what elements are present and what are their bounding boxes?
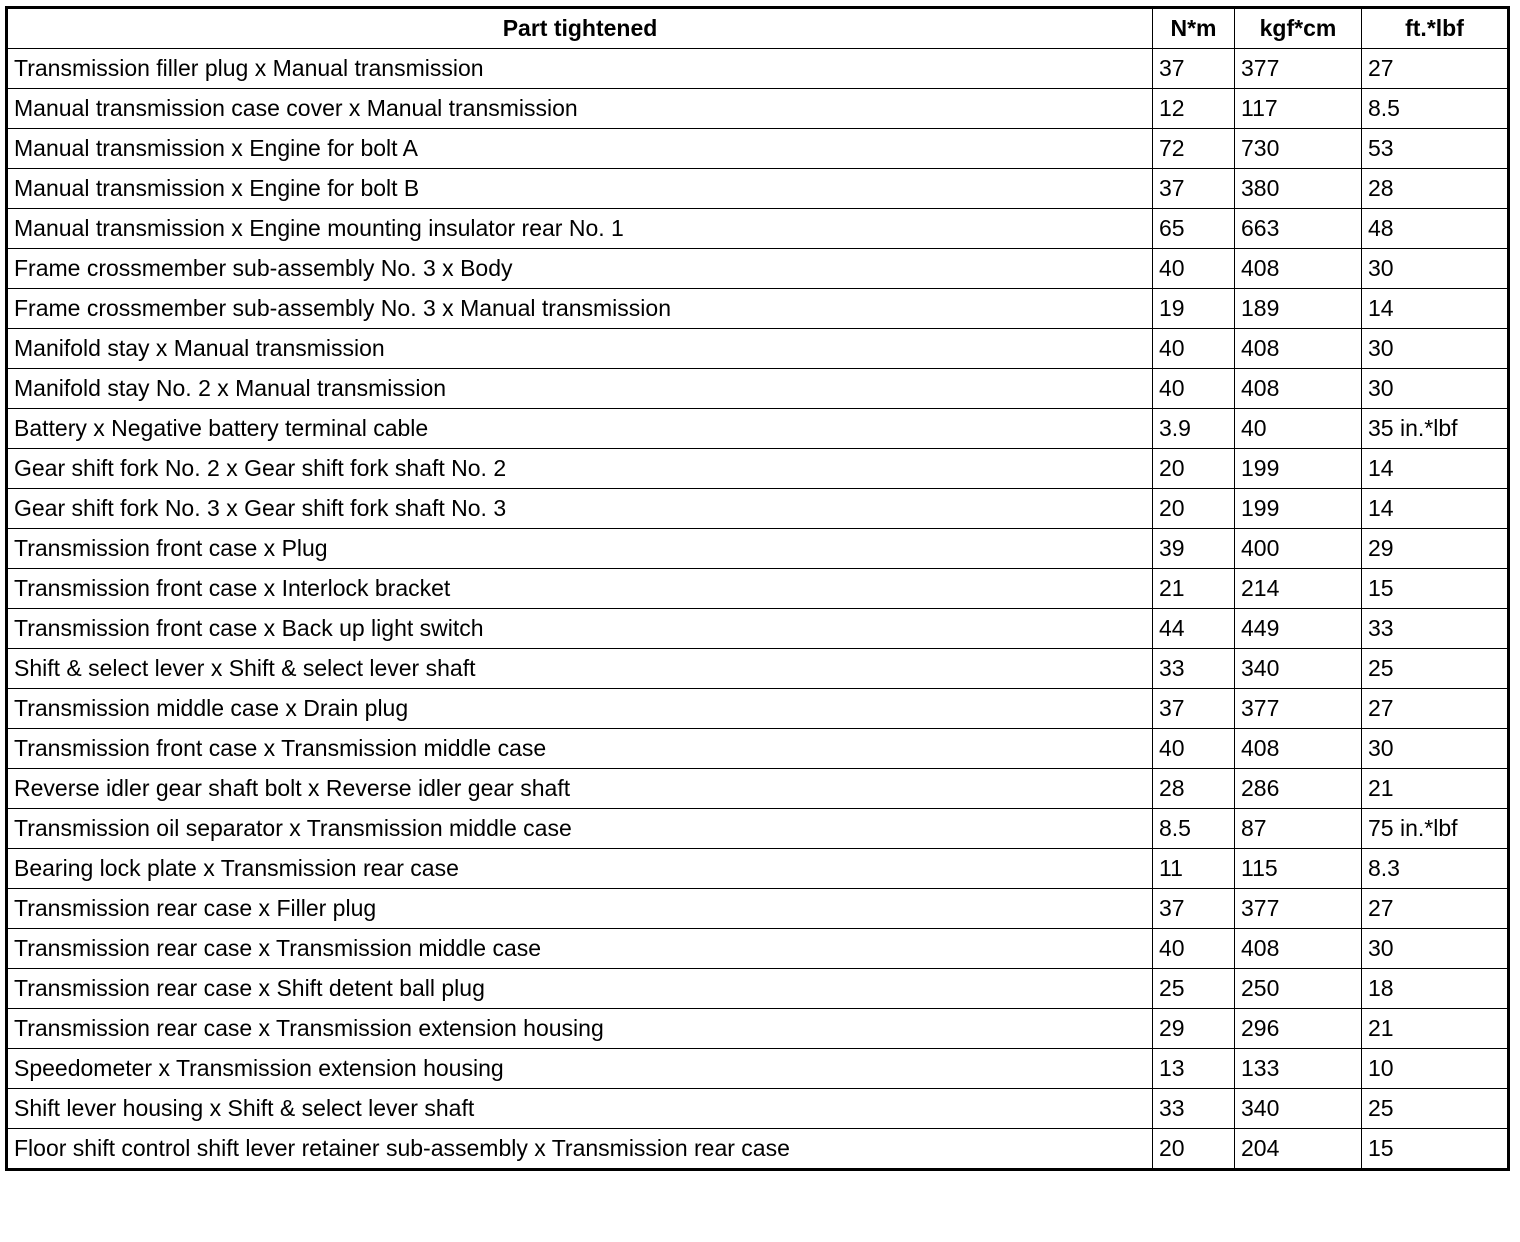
table-row <box>7 1089 1509 1129</box>
nm-cell: 37 <box>1153 49 1235 89</box>
table-row <box>7 969 1509 1009</box>
table-row <box>7 289 1509 329</box>
kgf-cm-cell: 408 <box>1235 929 1362 969</box>
ft-lbf-cell: 28 <box>1362 169 1509 209</box>
part-cell: Transmission oil separator x Transmission middle case <box>7 809 1153 849</box>
table-row <box>7 529 1509 569</box>
kgf-cm-cell: 115 <box>1235 849 1362 889</box>
kgf-cm-cell: 214 <box>1235 569 1362 609</box>
nm-cell: 65 <box>1153 209 1235 249</box>
ft-lbf-cell: 14 <box>1362 449 1509 489</box>
nm-cell: 37 <box>1153 889 1235 929</box>
part-cell: Transmission rear case x Filler plug <box>7 889 1153 929</box>
nm-cell: 20 <box>1153 449 1235 489</box>
kgf-cm-cell: 87 <box>1235 809 1362 849</box>
ft-lbf-cell: 29 <box>1362 529 1509 569</box>
kgf-cm-cell: 408 <box>1235 329 1362 369</box>
ft-lbf-cell: 14 <box>1362 489 1509 529</box>
nm-cell: 39 <box>1153 529 1235 569</box>
ft-lbf-cell: 21 <box>1362 1009 1509 1049</box>
kgf-cm-cell: 449 <box>1235 609 1362 649</box>
kgf-cm-cell: 189 <box>1235 289 1362 329</box>
kgf-cm-cell: 286 <box>1235 769 1362 809</box>
nm-cell: 40 <box>1153 249 1235 289</box>
ft-lbf-cell: 35 in.*lbf <box>1362 409 1509 449</box>
table-row <box>7 489 1509 529</box>
ft-lbf-cell: 27 <box>1362 889 1509 929</box>
part-cell: Transmission rear case x Transmission middle case <box>7 929 1153 969</box>
kgf-cm-cell: 377 <box>1235 49 1362 89</box>
ft-lbf-cell: 15 <box>1362 569 1509 609</box>
part-cell: Transmission front case x Back up light switch <box>7 609 1153 649</box>
nm-cell: 20 <box>1153 489 1235 529</box>
table-row <box>7 129 1509 169</box>
nm-cell: 40 <box>1153 929 1235 969</box>
nm-cell: 37 <box>1153 169 1235 209</box>
nm-cell: 72 <box>1153 129 1235 169</box>
nm-cell: 21 <box>1153 569 1235 609</box>
part-cell: Bearing lock plate x Transmission rear case <box>7 849 1153 889</box>
ft-lbf-cell: 21 <box>1362 769 1509 809</box>
kgf-cm-cell: 117 <box>1235 89 1362 129</box>
part-cell: Manual transmission case cover x Manual transmission <box>7 89 1153 129</box>
header-part-tightened: Part tightened <box>7 8 1153 49</box>
table-row <box>7 49 1509 89</box>
part-cell: Manual transmission x Engine mounting insulator rear No. 1 <box>7 209 1153 249</box>
table-row <box>7 809 1509 849</box>
kgf-cm-cell: 377 <box>1235 889 1362 929</box>
table-row <box>7 249 1509 289</box>
nm-cell: 20 <box>1153 1129 1235 1170</box>
table-header <box>7 8 1509 49</box>
table-body <box>7 49 1509 1170</box>
kgf-cm-cell: 730 <box>1235 129 1362 169</box>
kgf-cm-cell: 380 <box>1235 169 1362 209</box>
nm-cell: 40 <box>1153 729 1235 769</box>
nm-cell: 40 <box>1153 329 1235 369</box>
part-cell: Frame crossmember sub-assembly No. 3 x Manual transmission <box>7 289 1153 329</box>
ft-lbf-cell: 30 <box>1362 249 1509 289</box>
nm-cell: 3.9 <box>1153 409 1235 449</box>
table-row <box>7 689 1509 729</box>
ft-lbf-cell: 33 <box>1362 609 1509 649</box>
part-cell: Frame crossmember sub-assembly No. 3 x Body <box>7 249 1153 289</box>
part-cell: Transmission front case x Plug <box>7 529 1153 569</box>
ft-lbf-cell: 30 <box>1362 369 1509 409</box>
table-row <box>7 329 1509 369</box>
table-row <box>7 1049 1509 1089</box>
header-kgf-cm: kgf*cm <box>1235 8 1362 49</box>
nm-cell: 11 <box>1153 849 1235 889</box>
ft-lbf-cell: 30 <box>1362 929 1509 969</box>
ft-lbf-cell: 75 in.*lbf <box>1362 809 1509 849</box>
table-row <box>7 729 1509 769</box>
table-row <box>7 1009 1509 1049</box>
table-row <box>7 209 1509 249</box>
header-ft-lbf: ft.*lbf <box>1362 8 1509 49</box>
nm-cell: 37 <box>1153 689 1235 729</box>
part-cell: Transmission middle case x Drain plug <box>7 689 1153 729</box>
part-cell: Gear shift fork No. 3 x Gear shift fork shaft No. 3 <box>7 489 1153 529</box>
kgf-cm-cell: 133 <box>1235 1049 1362 1089</box>
table-row <box>7 89 1509 129</box>
nm-cell: 28 <box>1153 769 1235 809</box>
kgf-cm-cell: 204 <box>1235 1129 1362 1170</box>
table-row <box>7 769 1509 809</box>
ft-lbf-cell: 14 <box>1362 289 1509 329</box>
part-cell: Transmission front case x Interlock bracket <box>7 569 1153 609</box>
part-cell: Transmission rear case x Transmission extension housing <box>7 1009 1153 1049</box>
ft-lbf-cell: 10 <box>1362 1049 1509 1089</box>
kgf-cm-cell: 408 <box>1235 369 1362 409</box>
table-row <box>7 649 1509 689</box>
part-cell: Reverse idler gear shaft bolt x Reverse idler gear shaft <box>7 769 1153 809</box>
part-cell: Speedometer x Transmission extension housing <box>7 1049 1153 1089</box>
table-row <box>7 449 1509 489</box>
kgf-cm-cell: 199 <box>1235 489 1362 529</box>
nm-cell: 19 <box>1153 289 1235 329</box>
ft-lbf-cell: 27 <box>1362 49 1509 89</box>
header-row <box>7 8 1509 49</box>
kgf-cm-cell: 340 <box>1235 1089 1362 1129</box>
nm-cell: 33 <box>1153 649 1235 689</box>
part-cell: Manual transmission x Engine for bolt B <box>7 169 1153 209</box>
part-cell: Manual transmission x Engine for bolt A <box>7 129 1153 169</box>
table-row <box>7 569 1509 609</box>
part-cell: Floor shift control shift lever retainer sub-assembly x Transmission rear case <box>7 1129 1153 1170</box>
nm-cell: 8.5 <box>1153 809 1235 849</box>
header-nm: N*m <box>1153 8 1235 49</box>
ft-lbf-cell: 8.3 <box>1362 849 1509 889</box>
nm-cell: 40 <box>1153 369 1235 409</box>
part-cell: Transmission front case x Transmission middle case <box>7 729 1153 769</box>
ft-lbf-cell: 8.5 <box>1362 89 1509 129</box>
kgf-cm-cell: 250 <box>1235 969 1362 1009</box>
table-row <box>7 929 1509 969</box>
part-cell: Transmission rear case x Shift detent ball plug <box>7 969 1153 1009</box>
table-row <box>7 889 1509 929</box>
kgf-cm-cell: 199 <box>1235 449 1362 489</box>
nm-cell: 29 <box>1153 1009 1235 1049</box>
nm-cell: 44 <box>1153 609 1235 649</box>
kgf-cm-cell: 296 <box>1235 1009 1362 1049</box>
part-cell: Shift & select lever x Shift & select lever shaft <box>7 649 1153 689</box>
ft-lbf-cell: 53 <box>1362 129 1509 169</box>
part-cell: Manifold stay No. 2 x Manual transmission <box>7 369 1153 409</box>
table-row <box>7 1129 1509 1170</box>
nm-cell: 33 <box>1153 1089 1235 1129</box>
kgf-cm-cell: 400 <box>1235 529 1362 569</box>
ft-lbf-cell: 18 <box>1362 969 1509 1009</box>
part-cell: Transmission filler plug x Manual transmission <box>7 49 1153 89</box>
kgf-cm-cell: 340 <box>1235 649 1362 689</box>
part-cell: Shift lever housing x Shift & select lever shaft <box>7 1089 1153 1129</box>
torque-spec-table <box>5 6 1510 1171</box>
kgf-cm-cell: 408 <box>1235 249 1362 289</box>
ft-lbf-cell: 48 <box>1362 209 1509 249</box>
kgf-cm-cell: 40 <box>1235 409 1362 449</box>
table-row <box>7 409 1509 449</box>
table-row <box>7 169 1509 209</box>
part-cell: Battery x Negative battery terminal cable <box>7 409 1153 449</box>
nm-cell: 13 <box>1153 1049 1235 1089</box>
kgf-cm-cell: 663 <box>1235 209 1362 249</box>
kgf-cm-cell: 377 <box>1235 689 1362 729</box>
ft-lbf-cell: 15 <box>1362 1129 1509 1170</box>
kgf-cm-cell: 408 <box>1235 729 1362 769</box>
ft-lbf-cell: 30 <box>1362 729 1509 769</box>
table-row <box>7 369 1509 409</box>
nm-cell: 12 <box>1153 89 1235 129</box>
ft-lbf-cell: 27 <box>1362 689 1509 729</box>
ft-lbf-cell: 30 <box>1362 329 1509 369</box>
table-row <box>7 609 1509 649</box>
table-row <box>7 849 1509 889</box>
nm-cell: 25 <box>1153 969 1235 1009</box>
part-cell: Gear shift fork No. 2 x Gear shift fork shaft No. 2 <box>7 449 1153 489</box>
part-cell: Manifold stay x Manual transmission <box>7 329 1153 369</box>
ft-lbf-cell: 25 <box>1362 649 1509 689</box>
ft-lbf-cell: 25 <box>1362 1089 1509 1129</box>
